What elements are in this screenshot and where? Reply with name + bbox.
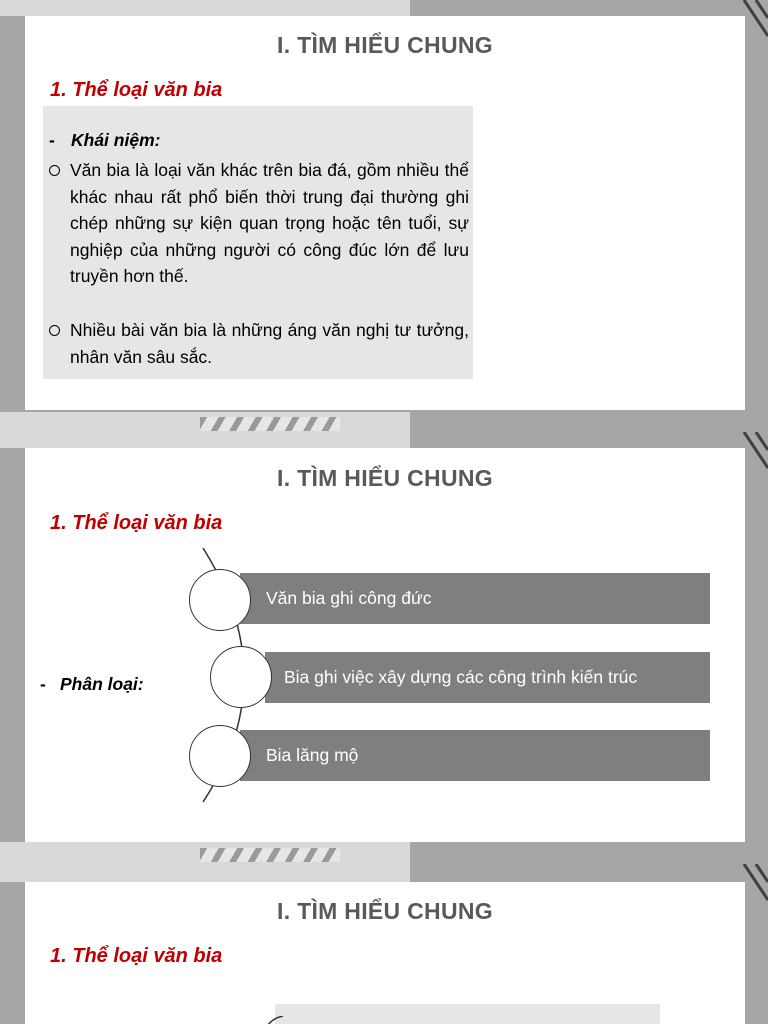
- bullet-text: Văn bia là loại văn khác trên bia đá, gồm nhiều thể khác nhau rất phổ biến thời trung đại thường ghi chép những sự kiện quan trọng hoặc tên tuổi, sự nghiệp của những người có công đúc lớn để lưu truyền hơn thế.: [70, 160, 469, 286]
- slide-2: [25, 448, 745, 842]
- category-circle-icon: [189, 725, 251, 787]
- bullet-item: [49, 317, 469, 370]
- category-text: Văn bia ghi công đức: [266, 588, 432, 608]
- stripe-decoration: [200, 848, 340, 862]
- category-circle-icon: [189, 569, 251, 631]
- concept-label: Khái niệm:: [71, 130, 161, 150]
- bullet-text: Nhiều bài văn bia là những áng văn nghị tư tưởng, nhân văn sâu sắc.: [70, 320, 469, 367]
- slide-subtitle: 1. Thể loại văn bia: [50, 945, 223, 967]
- slide-title: I. TÌM HIỂU CHUNG: [277, 32, 493, 58]
- concept-heading: [49, 130, 160, 151]
- slide-subtitle: 1. Thể loại văn bia: [50, 79, 223, 101]
- content-box: [275, 1004, 660, 1024]
- category-bar: [240, 573, 710, 624]
- dash-bullet-icon: -: [49, 130, 55, 150]
- slide-title: I. TÌM HIỂU CHUNG: [277, 898, 493, 924]
- slide-3: [25, 882, 745, 1024]
- slide-subtitle: 1. Thể loại văn bia: [50, 512, 223, 534]
- category-text: Bia ghi việc xây dựng các công trình kiến trúc: [284, 667, 638, 687]
- category-text: Bia lăng mộ: [266, 745, 359, 765]
- category-heading: [40, 674, 144, 695]
- category-label: Phân loại:: [60, 674, 144, 694]
- concept-textbox: [43, 106, 473, 379]
- stripe-decoration: [200, 417, 340, 431]
- circle-bullet-icon: [49, 165, 60, 176]
- connector-arc: [265, 1016, 285, 1024]
- category-circle-icon: [210, 646, 272, 708]
- dash-bullet-icon: -: [40, 674, 46, 694]
- category-bar: [240, 730, 710, 781]
- bullet-item: [49, 157, 469, 290]
- category-bar: [265, 652, 710, 703]
- circle-bullet-icon: [49, 325, 60, 336]
- background-band: [0, 0, 410, 16]
- slide-title: I. TÌM HIỂU CHUNG: [277, 465, 493, 491]
- slide-1: [25, 16, 745, 410]
